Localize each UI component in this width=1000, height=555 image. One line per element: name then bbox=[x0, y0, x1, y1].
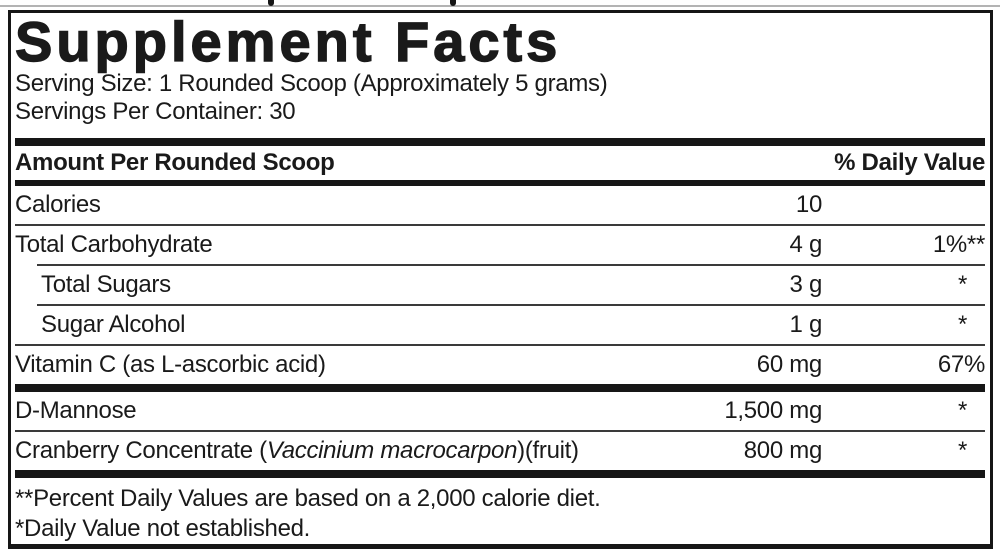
nutrient-amount: 10 bbox=[795, 191, 822, 218]
cropped-text-descender bbox=[268, 0, 274, 6]
nutrient-daily-value: * bbox=[957, 311, 967, 338]
nutrient-name-part: Cranberry Concentrate ( bbox=[15, 437, 267, 464]
nutrient-name-part: )(fruit) bbox=[517, 437, 579, 464]
nutrient-name: Total Sugars bbox=[41, 271, 171, 298]
botanical-name: Vaccinium macrocarpon bbox=[266, 437, 518, 464]
nutrient-name: Sugar Alcohol bbox=[41, 311, 186, 338]
nutrient-row-calories bbox=[15, 186, 985, 224]
amount-column-header: Amount Per Rounded Scoop bbox=[15, 149, 335, 176]
nutrient-amount: 3 g bbox=[789, 271, 822, 298]
nutrient-name: D-Mannose bbox=[15, 397, 137, 424]
column-header-row bbox=[15, 146, 985, 180]
nutrient-name: Vitamin C (as L-ascorbic acid) bbox=[15, 351, 326, 378]
thick-rule bbox=[15, 384, 985, 392]
nutrient-row-cranberry-concentrate bbox=[15, 432, 985, 470]
nutrient-name: Calories bbox=[15, 191, 101, 218]
cropped-text-descender bbox=[450, 0, 456, 6]
footnote-daily-value-not-established: *Daily Value not established. bbox=[15, 515, 311, 542]
nutrient-amount: 1,500 mg bbox=[724, 397, 822, 424]
nutrient-name bbox=[15, 437, 662, 465]
nutrient-daily-value: * bbox=[957, 437, 967, 464]
nutrient-row-total-sugars bbox=[15, 266, 985, 304]
serving-size: Serving Size: 1 Rounded Scoop (Approximately 5 grams) bbox=[15, 70, 608, 97]
thick-rule bbox=[15, 138, 985, 146]
nutrient-row-sugar-alcohol bbox=[15, 306, 985, 344]
daily-value-column-header: % Daily Value bbox=[834, 149, 985, 176]
nutrient-daily-value: 67% bbox=[937, 351, 985, 378]
footnote-percent-daily-values: **Percent Daily Values are based on a 2,000 calorie diet. bbox=[15, 485, 601, 512]
footnotes bbox=[15, 484, 985, 544]
nutrient-row-d-mannose bbox=[15, 392, 985, 430]
nutrient-amount: 800 mg bbox=[743, 437, 822, 464]
nutrient-amount: 60 mg bbox=[756, 351, 822, 378]
panel-title: Supplement Facts bbox=[15, 10, 562, 73]
nutrient-amount: 4 g bbox=[789, 231, 822, 258]
supplement-facts-panel bbox=[8, 10, 993, 549]
nutrient-daily-value: 1%** bbox=[932, 231, 985, 258]
nutrient-amount: 1 g bbox=[789, 311, 822, 338]
nutrient-daily-value: * bbox=[957, 397, 967, 424]
nutrient-daily-value: * bbox=[957, 271, 967, 298]
nutrient-name: Total Carbohydrate bbox=[15, 231, 213, 258]
nutrient-row-total-carbohydrate bbox=[15, 226, 985, 264]
nutrient-row-vitamin-c bbox=[15, 346, 985, 384]
thick-rule bbox=[15, 470, 985, 478]
servings-per-container: Servings Per Container: 30 bbox=[15, 98, 296, 125]
cropped-content-line bbox=[0, 5, 1000, 7]
